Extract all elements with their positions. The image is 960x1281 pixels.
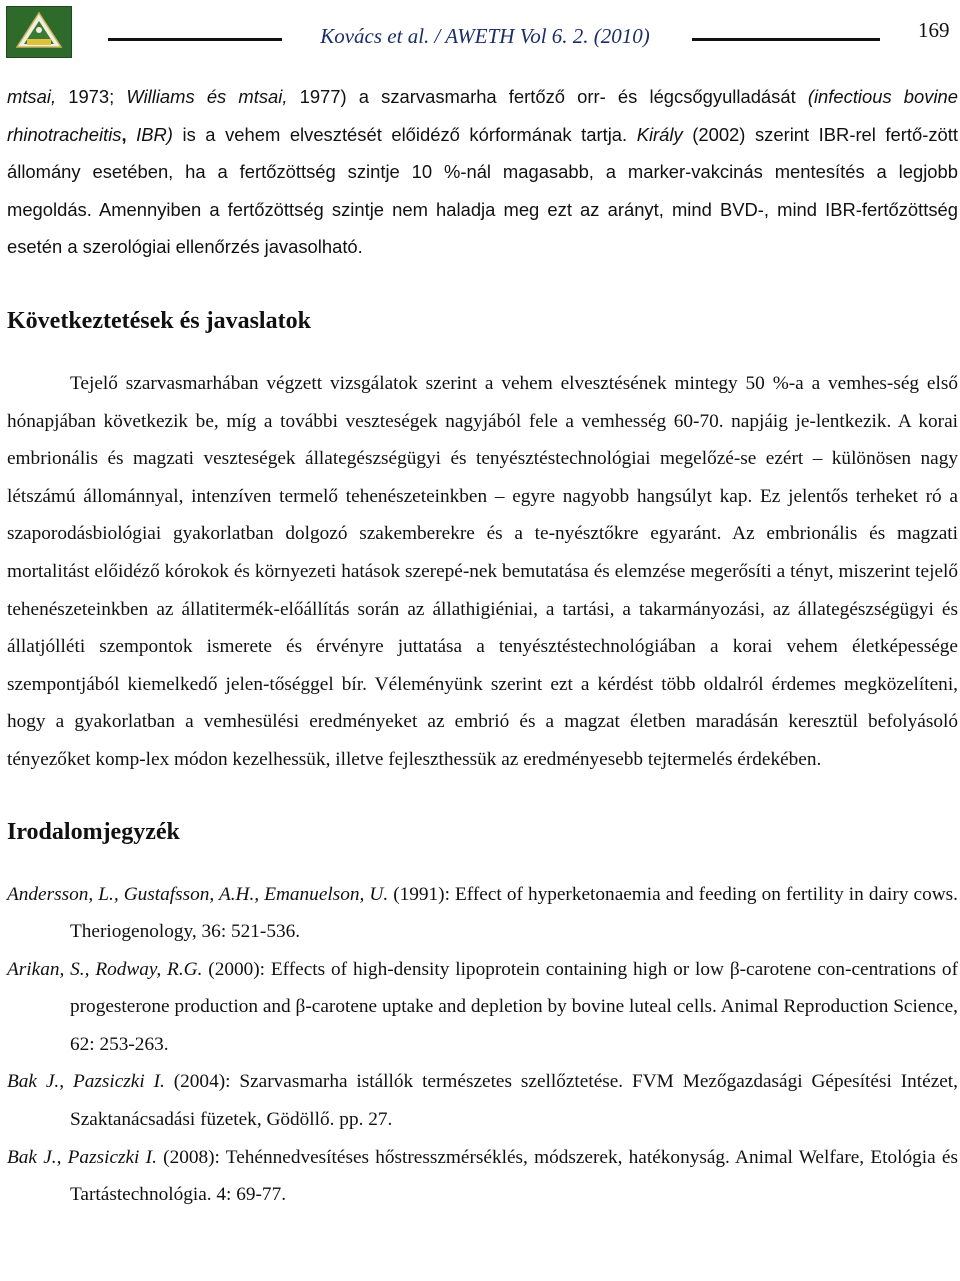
citation-author: Király	[636, 123, 683, 145]
reference-authors: Arikan, S., Rodway, R.G.	[7, 958, 203, 980]
reference-text: (2008): Tehénnedvesítéses hőstresszmérséklés, módszerek, hatékonyság. Animal Welfare, Etológia és Tartástechnológia. 4: 69-77.	[70, 1146, 958, 1206]
reference-text: (2004): Szarvasmarha istállók természetes szellőztetése. FVM Mezőgazdasági Gépesítési Intézet, Szaktanácsadási füzetek, Gödöllő. pp. 27.	[70, 1071, 958, 1131]
reference-item	[7, 951, 958, 1064]
reference-text: (1991): Effect of hyperketonaemia and feeding on fertility in dairy cows. Theriogenology, 36: 521-536.	[70, 883, 958, 943]
conclusions-paragraph: Tejelő szarvasmarhában végzett vizsgálatok szerint a vehem elvesztésének mintegy 50 %-a a vemhes-ség első hónapjában következik be, míg a további veszteségek nagyjából fele a vemhesség 60-70. napjáig je-lentkezik. A korai embrionális és magzati veszteségek állategészségügyi és tenyésztéstechnológiai megelőzé-se ezért – különösen nagy létszámú állománnyal, intenzíven termelő tehenészeteinkben – egyre nagyobb hangsúlyt kap. Ez jelentős terheket ró a szaporodásbiológiai gyakorlatban dolgozó szakemberekre és a te-nyésztőkre egyaránt. Az embrionális és magzati mortalitást előidéző kórokok és környezeti hatások szerepé-nek bemutatása és elemzése megerősíti a tényt, miszerint tejelő tehenészeteinkben az állatitermék-előállítás során az állathigiéniai, a tartási, a takarmányozási, az állategészségügyi és állatjólléti szempontok ismerete és érvényre juttatása a tenyésztéstechnológiában a korai vehem életképessége szempontjából kiemelkedő jelen-tőséggel bír. Véleményünk szerint ezt a kérdést több oldalról érdemes megközelíteni, hogy a gyakorlatban a vemhesülési eredményeket az embrió és a magzat életben maradásán keresztül befolyásoló tényezőket komp-lex módon kezelhessük, illetve fejleszthessük az eredményesebb tejtermelés érdekében.	[7, 372, 958, 770]
header-rule-left	[108, 38, 282, 41]
page-header	[0, 0, 960, 70]
page-number: 169	[918, 18, 950, 42]
logo-emblem-icon	[7, 7, 71, 57]
intro-text: ,	[121, 123, 137, 145]
citation-author: Williams és mtsai,	[126, 86, 288, 107]
intro-paragraph	[7, 78, 958, 266]
citation-author: mtsai,	[7, 86, 57, 107]
reference-item	[7, 1139, 958, 1214]
reference-authors: Andersson, L., Gustafsson, A.H., Emanuelson, U.	[7, 883, 389, 905]
reference-list	[7, 876, 958, 1214]
page-body	[7, 78, 958, 1214]
section-heading-conclusions: Következtetések és javaslatok	[7, 307, 311, 334]
journal-citation: Kovács et al. / AWETH Vol 6. 2. (2010)	[320, 24, 650, 48]
section-heading-references: Irodalomjegyzék	[7, 818, 180, 845]
disease-abbrev: IBR)	[136, 123, 173, 145]
reference-item	[7, 1063, 958, 1138]
reference-text: (2000): Effects of high-density lipoprotein containing high or low β-carotene con-centrations of progesterone production and β-carotene uptake and depletion by bovine luteal cells. Animal Reproduction Science, 62: 253-263.	[70, 958, 958, 1055]
reference-authors: Bak J., Pazsiczki I.	[7, 1071, 165, 1093]
intro-text: 1977) a szarvasmarha fertőző orr- és légcsőgyulladását	[287, 86, 808, 107]
reference-item	[7, 876, 958, 951]
intro-text: is a vehem elvesztését előidéző kórformának tartja.	[172, 123, 637, 145]
journal-logo	[6, 6, 72, 58]
disease-name: (infectious bovine rhinotracheitis	[7, 86, 959, 145]
intro-text: 1973;	[56, 86, 127, 107]
reference-authors: Bak J., Pazsiczki I.	[7, 1146, 157, 1168]
intro-text: (2002) szerint IBR-rel fertő-zött állomány esetében, ha a fertőzöttség szintje 10 %-nál magasabb, a marker-vakcinás mentesítés a legjobb megoldás. Amennyiben a fertőzöttség szintje nem haladja meg ezt az arányt, mind BVD-, mind IBR-fertőzöttség esetén a szerológiai ellenőrzés javasolható.	[7, 123, 958, 258]
header-rule-right	[692, 38, 880, 41]
